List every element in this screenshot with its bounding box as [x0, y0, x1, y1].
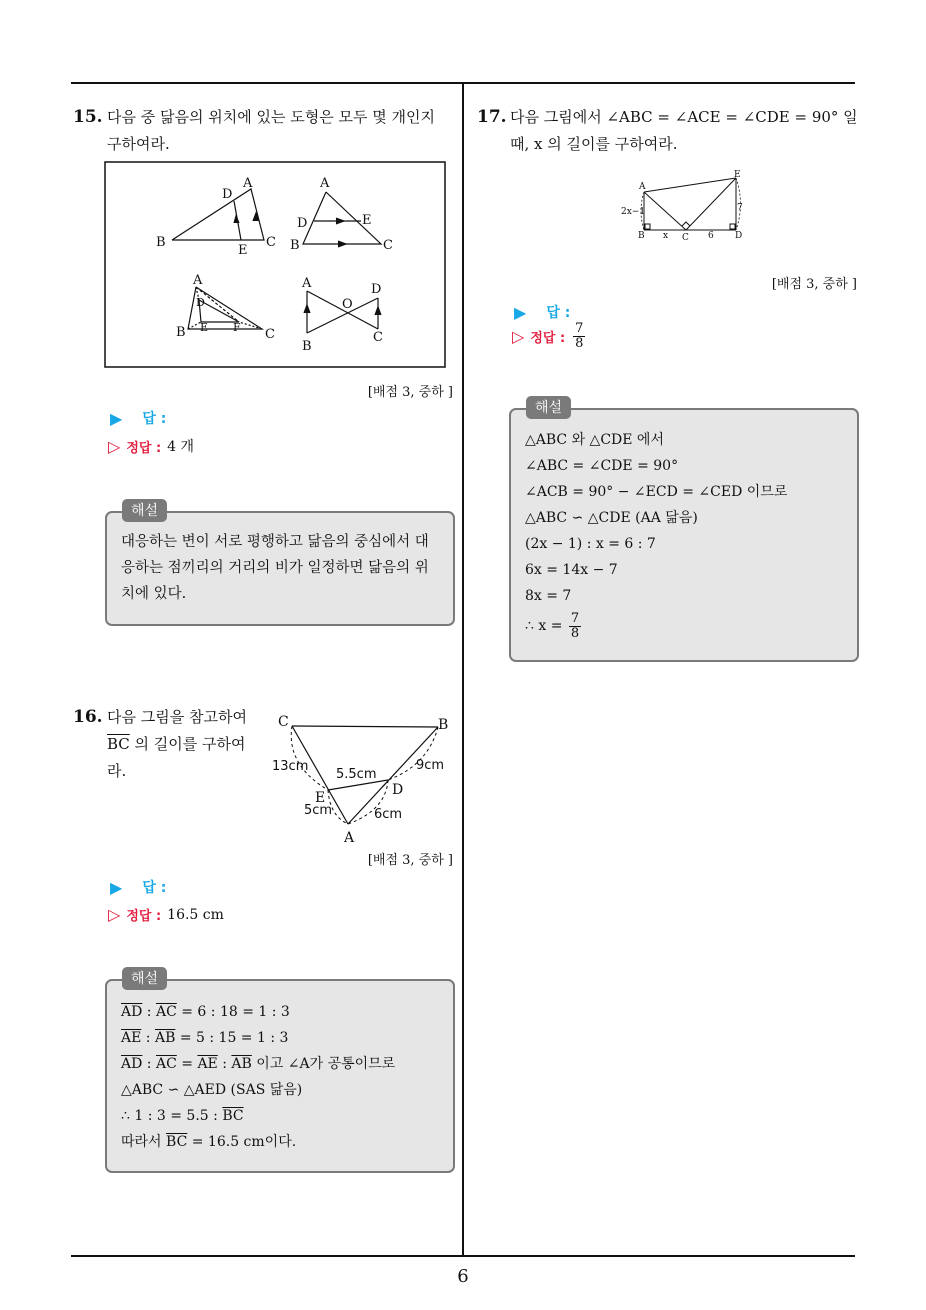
q17-figure	[618, 168, 753, 246]
q15-f3-label-a: A	[193, 273, 203, 288]
q17-answer-line	[514, 302, 570, 322]
q15-f2-label-b: B	[290, 238, 300, 253]
q15-f1-label-a: A	[243, 176, 253, 191]
q17-label-bx: x	[663, 231, 669, 241]
q16-solution-line-6-rest: = 16.5 cm이다.	[187, 1134, 297, 1150]
q16-label-b: B	[438, 717, 449, 733]
q16-solution-line-3: $\overline{AD}$ : $\overline{AC} = \overline{AE}$ : $\overline{AB}$ 이고 ∠A가 공통이므로	[121, 1056, 396, 1072]
q16-correct-line	[108, 905, 224, 924]
q16-label-a: A	[344, 830, 355, 846]
answer-arrow-icon: ▶	[110, 408, 123, 428]
q16-label-c: C	[278, 714, 289, 730]
q16-correct-label: 정답 :	[126, 909, 162, 924]
q17-label-d: D	[735, 231, 743, 241]
q17-correct-label: 정답 :	[530, 331, 566, 346]
q15-figure	[104, 161, 446, 368]
q15-f1-label-d: D	[222, 187, 233, 202]
q16-label-e: E	[315, 790, 326, 806]
q15-f3-label-d: D	[196, 296, 205, 309]
q17-solution-denominator: 8	[570, 625, 580, 641]
q17-solution-last-pre: ∴ x =	[525, 618, 567, 634]
q16-measure-9: 9cm	[416, 758, 445, 773]
q15-solution-box	[105, 503, 455, 626]
q15-score: [배점 3, 중하 ]	[367, 385, 453, 400]
q16-answer-line	[110, 877, 166, 897]
segment-bc: $\overline{BC}$	[166, 1134, 188, 1150]
q17-number: 17.	[477, 107, 507, 127]
q16-measure-5: 5cm	[304, 803, 333, 818]
segment-ad: $\overline{AD}$	[121, 1004, 143, 1020]
segment-ae: $\overline{AE}$	[121, 1030, 142, 1046]
q16-answer-label: 답 :	[142, 880, 167, 896]
q16-solution-line-6-pre: 따라서	[121, 1134, 167, 1150]
q17-solution-tag: 해설	[526, 396, 571, 419]
q17-label-b: B	[638, 231, 645, 241]
q16-solution-line-6	[121, 1129, 439, 1155]
q17-solution-line: ∠ABC = ∠CDE = 90°	[525, 458, 679, 474]
q15-question-line2: 구하여라.	[107, 135, 170, 153]
q15-f1-label-e: E	[238, 243, 248, 258]
q17-question	[510, 104, 858, 158]
q16-figure	[268, 710, 458, 850]
q17-label-c: C	[682, 233, 689, 243]
correct-arrow-icon: ▷	[512, 327, 525, 346]
q16-score: [배점 3, 중하 ]	[367, 853, 453, 868]
q16-solution-line-2-rest: = 5 : 15 = 1 : 3	[175, 1030, 289, 1046]
q15-f3-label-b: B	[176, 325, 186, 340]
q15-f2-label-d: D	[297, 216, 308, 231]
q17-solution-body	[525, 427, 843, 643]
q16-solution-line-2: $\overline{AE}$ : $\overline{AB} = 5$ : 15 = 1 : 3	[121, 1030, 289, 1046]
correct-arrow-icon: ▷	[108, 905, 121, 924]
q16-solution-box	[105, 971, 455, 1173]
q17-correct-numerator: 7	[575, 321, 584, 336]
q15-answer-line	[110, 408, 166, 428]
q16-question	[107, 704, 253, 785]
q17-solution-numerator: 7	[570, 610, 580, 626]
q16-correct-value: 16.5 cm	[167, 906, 224, 923]
q17-solution-line: (2x − 1) : x = 6 : 7	[525, 536, 656, 552]
segment-ac: $\overline{AC}$	[155, 1004, 177, 1020]
q15-f4-label-o: O	[342, 297, 353, 312]
segment-ab: $\overline{AB}$	[231, 1056, 252, 1072]
q17-solution-line: 8x = 7	[525, 588, 572, 604]
q15-f2-label-c: C	[383, 238, 393, 253]
q17-solution-last-line	[525, 609, 843, 643]
q16-number: 16.	[73, 707, 103, 727]
q16-solution-line-4: △ABC ∽ △AED (SAS 닮음)	[121, 1082, 303, 1098]
q15-question	[107, 104, 435, 158]
q16-bc-segment: $\overline{BC}$	[107, 735, 130, 753]
q15-solution-body	[121, 529, 439, 607]
q16-solution-line-5-pre: ∴ 1 : 3 = 5.5 :	[121, 1108, 223, 1124]
q17-question-line1: 다음 그림에서 ∠ABC = ∠ACE = ∠CDE = 90° 일	[510, 108, 858, 126]
q15-f4-label-d: D	[371, 282, 382, 297]
q15-f4-label-a: A	[302, 276, 312, 291]
q15-fig1	[172, 189, 264, 240]
correct-arrow-icon: ▷	[108, 436, 121, 456]
q15-correct-label: 정답 :	[126, 440, 162, 456]
q17-solution-line: △ABC ∽ △CDE (AA 닮음)	[525, 510, 698, 526]
q15-f1-label-b: B	[156, 235, 166, 250]
q17-correct-line	[512, 322, 587, 351]
q15-answer-label: 답 :	[142, 411, 167, 427]
q16-measure-13: 13cm	[272, 759, 309, 774]
q15-number: 15.	[73, 107, 103, 127]
column-divider	[462, 82, 464, 1256]
segment-ae: $\overline{AE}$	[197, 1056, 218, 1072]
q16-solution-line-1-rest: = 6 : 18 = 1 : 3	[176, 1004, 290, 1020]
q15-f3-label-e: E	[200, 321, 209, 334]
q15-f1-label-c: C	[266, 235, 276, 250]
q16-solution-line-1: $\overline{AD}$ : $\overline{AC} = 6$ : 18 = 1 : 3	[121, 1004, 290, 1020]
q15-f3-label-c: C	[265, 327, 275, 342]
q16-solution-line-3-rest: 이고 ∠A가 공통이므로	[251, 1056, 396, 1072]
q16-solution-body	[121, 999, 439, 1155]
q15-f2-label-a: A	[320, 176, 330, 191]
q17-solution-line: △ABC 와 △CDE 에서	[525, 432, 664, 448]
q17-label-right: 7	[737, 203, 743, 213]
segment-ab: $\overline{AB}$	[154, 1030, 176, 1046]
q17-label-a: A	[639, 182, 646, 192]
q15-f4-label-c: C	[373, 330, 383, 345]
q16-measure-55: 5.5cm	[336, 767, 377, 782]
q17-solution-line: 6x = 14x − 7	[525, 562, 618, 578]
segment-ac: $\overline{AC}$	[155, 1056, 177, 1072]
page-number: 6	[457, 1266, 469, 1287]
q15-solution-tag: 해설	[122, 499, 167, 522]
answer-arrow-icon: ▶	[514, 302, 527, 322]
q17-solution-line: ∠ACB = 90° − ∠ECD = ∠CED 이므로	[525, 484, 788, 500]
q16-solution-tag: 해설	[122, 967, 167, 990]
q15-f3-label-f: F	[233, 321, 241, 334]
q17-question-line2: 때, x 의 길이를 구하여라.	[510, 135, 678, 153]
q16-label-d: D	[392, 782, 404, 798]
q15-correct-line	[108, 436, 194, 456]
q15-correct-value: 4 개	[167, 439, 195, 455]
q15-solution-line: 응하는 점끼리의 거리의 비가 일정하면 닮음의 위	[121, 560, 429, 576]
q15-solution-line: 대응하는 변이 서로 평행하고 닮음의 중심에서 대	[121, 534, 429, 550]
q16-measure-6: 6cm	[374, 807, 403, 822]
q16-solution-line-5	[121, 1103, 439, 1129]
q16-question-line3: 라.	[107, 762, 127, 780]
segment-bc: $\overline{BC}$	[222, 1108, 244, 1124]
q17-correct-denominator: 8	[575, 336, 584, 351]
q17-correct-fraction	[573, 322, 585, 351]
q17-answer-label: 답 :	[546, 305, 571, 321]
bottom-rule	[71, 1255, 855, 1257]
q17-score: [배점 3, 중하 ]	[771, 277, 857, 292]
q17-label-e: E	[734, 170, 741, 180]
q17-label-cd: 6	[708, 231, 714, 241]
q17-label-left: 2x−1	[621, 207, 646, 217]
segment-ad: $\overline{AD}$	[121, 1056, 143, 1072]
answer-arrow-icon: ▶	[110, 877, 123, 897]
q15-f4-label-b: B	[302, 339, 312, 354]
q16-question-line2-rest: 의 길이를 구하여	[129, 735, 246, 753]
q15-f2-label-e: E	[362, 213, 372, 228]
q17-solution-box	[509, 400, 859, 662]
q17-solution-fraction	[569, 612, 581, 641]
q16-question-line2	[107, 731, 253, 758]
q16-question-line1: 다음 그림을 참고하여	[107, 708, 247, 726]
q15-question-line1: 다음 중 닮음의 위치에 있는 도형은 모두 몇 개인지	[107, 108, 435, 126]
q15-solution-line: 치에 있다.	[121, 586, 187, 602]
